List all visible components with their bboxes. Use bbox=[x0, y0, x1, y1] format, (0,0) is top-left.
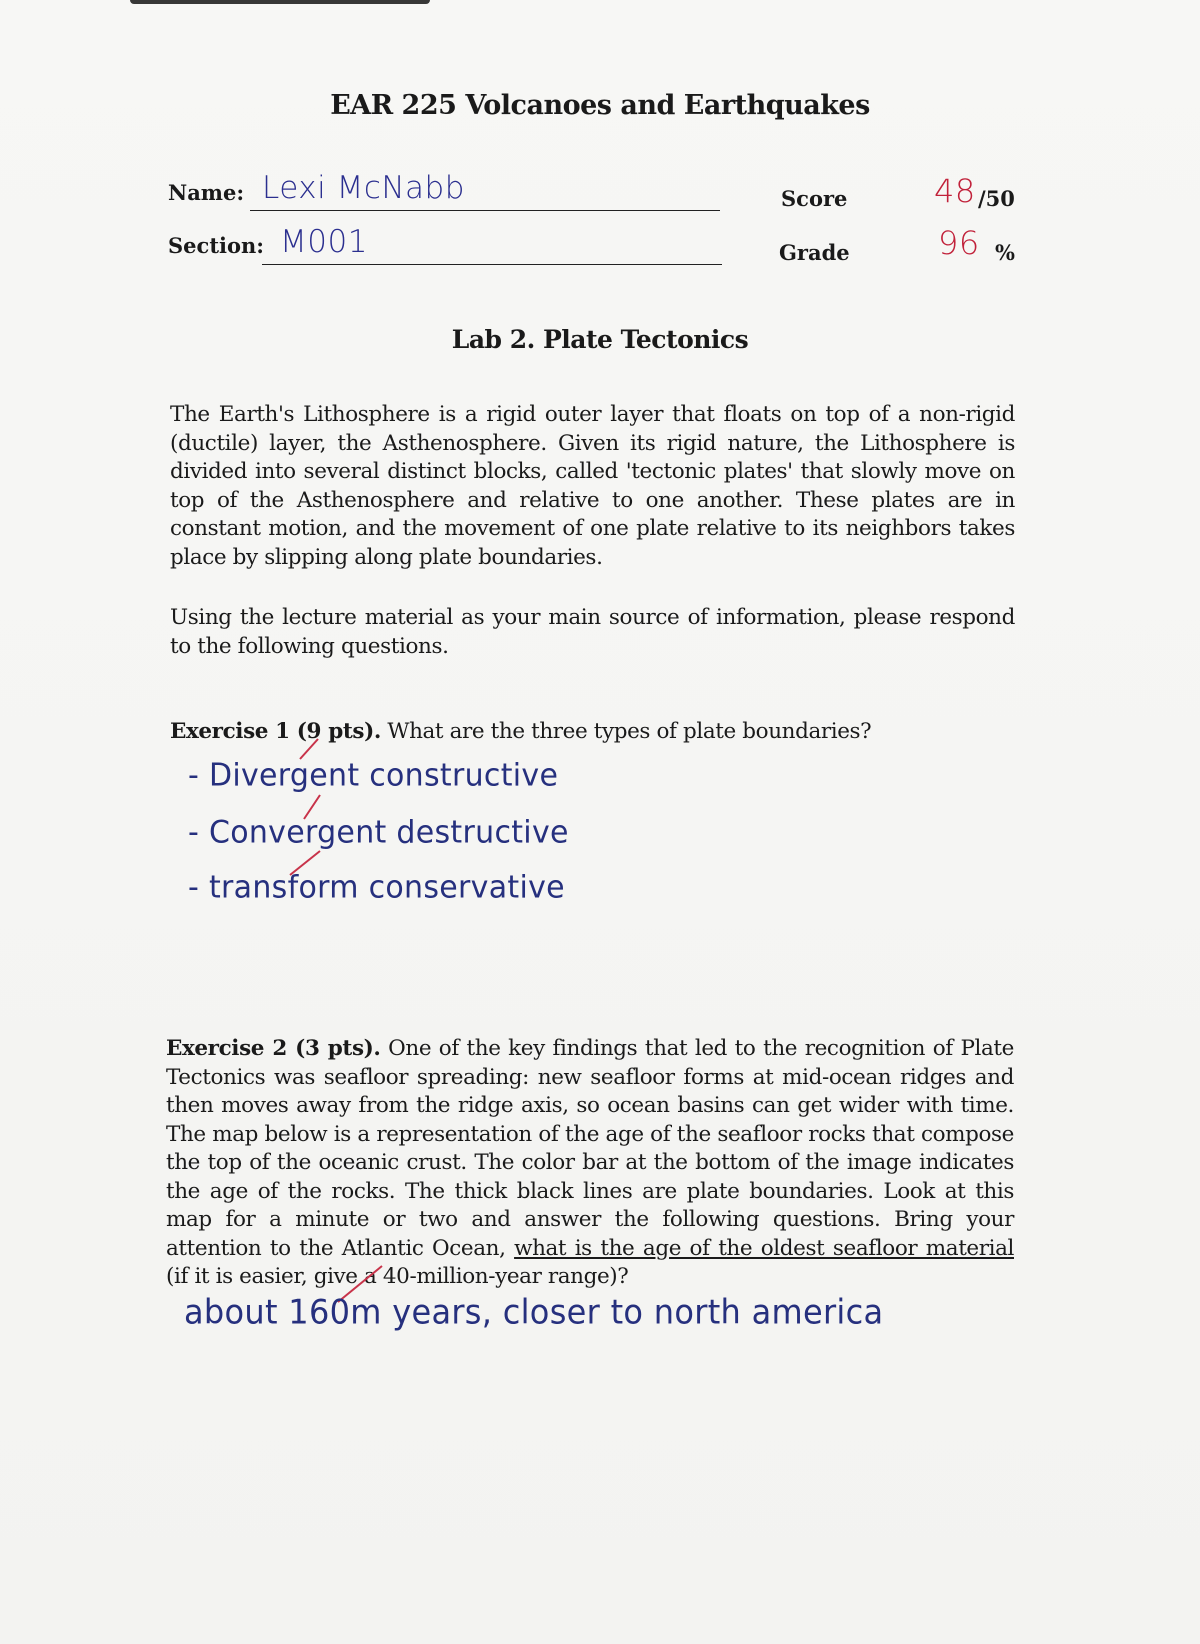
section-label: Section: bbox=[168, 233, 265, 258]
exercise2-underlined-question: what is the age of the oldest seafloor material bbox=[514, 1235, 1014, 1261]
score-value[interactable]: 48 bbox=[934, 172, 976, 210]
course-title: EAR 225 Volcanoes and Earthquakes bbox=[330, 90, 870, 121]
exercise2-heading: Exercise 2 (3 pts). bbox=[166, 1036, 381, 1061]
name-label: Name: bbox=[168, 180, 245, 205]
exercise1-answer-2[interactable]: - Convergent destructive bbox=[188, 814, 569, 851]
exercise1-heading: Exercise 1 (9 pts). bbox=[170, 719, 381, 744]
instructions-paragraph: Using the lecture material as your main source of information, please respond to the following questions. bbox=[170, 605, 1015, 659]
intro-paragraph: The Earth's Lithosphere is a rigid outer layer that floats on top of a non-rigid (ductile) layer, the Asthenosphere. Given its rigid nature, the Lithosphere is divided into several distinct blocks, called 'tectonic plates' that slowly move on top of the Asthenosphere and relative to one another. These plates are in constant motion, and the movement of one plate relative to its neighbors takes place by slipping along plate boundaries. bbox=[170, 402, 1015, 570]
exercise1-prompt: What are the three types of plate boundaries? bbox=[380, 719, 872, 744]
score-label: Score bbox=[781, 186, 848, 211]
grade-value[interactable]: 96 bbox=[938, 224, 980, 262]
exercise2-question bbox=[166, 1035, 1014, 1292]
section-value[interactable]: M001 bbox=[280, 224, 368, 260]
grade-label: Grade bbox=[779, 240, 850, 265]
grade-unit: % bbox=[995, 240, 1015, 265]
exercise1-answer-3[interactable]: - transform conservative bbox=[188, 869, 565, 906]
exercise2-prompt: One of the key findings that led to the recognition of Plate Tectonics was seafloor spreading: new seafloor forms at mid-ocean ridges and then moves away from the ridge axis, so ocean basins can get wider with time. The map below is a representation of the age of the seafloor rocks that compose the top of the oceanic crust. The color bar at the bottom of the image indicates the age of the rocks. The thick black lines are plate boundaries. Look at this map for a minute or two and answer the following questions. Bring your attention to the Atlantic Ocean, bbox=[166, 1036, 1014, 1261]
exercise2-prompt-end: (if it is easier, give a 40-million-year range)? bbox=[166, 1264, 629, 1289]
check-mark-1 bbox=[300, 739, 318, 759]
name-value[interactable]: Lexi McNabb bbox=[262, 170, 465, 206]
name-underline bbox=[250, 210, 720, 211]
section-underline bbox=[262, 264, 722, 265]
score-total: /50 bbox=[978, 186, 1015, 211]
scan-edge-shadow bbox=[130, 0, 430, 4]
lab-title: Lab 2. Plate Tectonics bbox=[451, 325, 749, 354]
exercise2-answer[interactable]: about 160m years, closer to north america bbox=[184, 1292, 884, 1332]
exercise1-answer-1[interactable]: - Divergent constructive bbox=[188, 757, 559, 794]
